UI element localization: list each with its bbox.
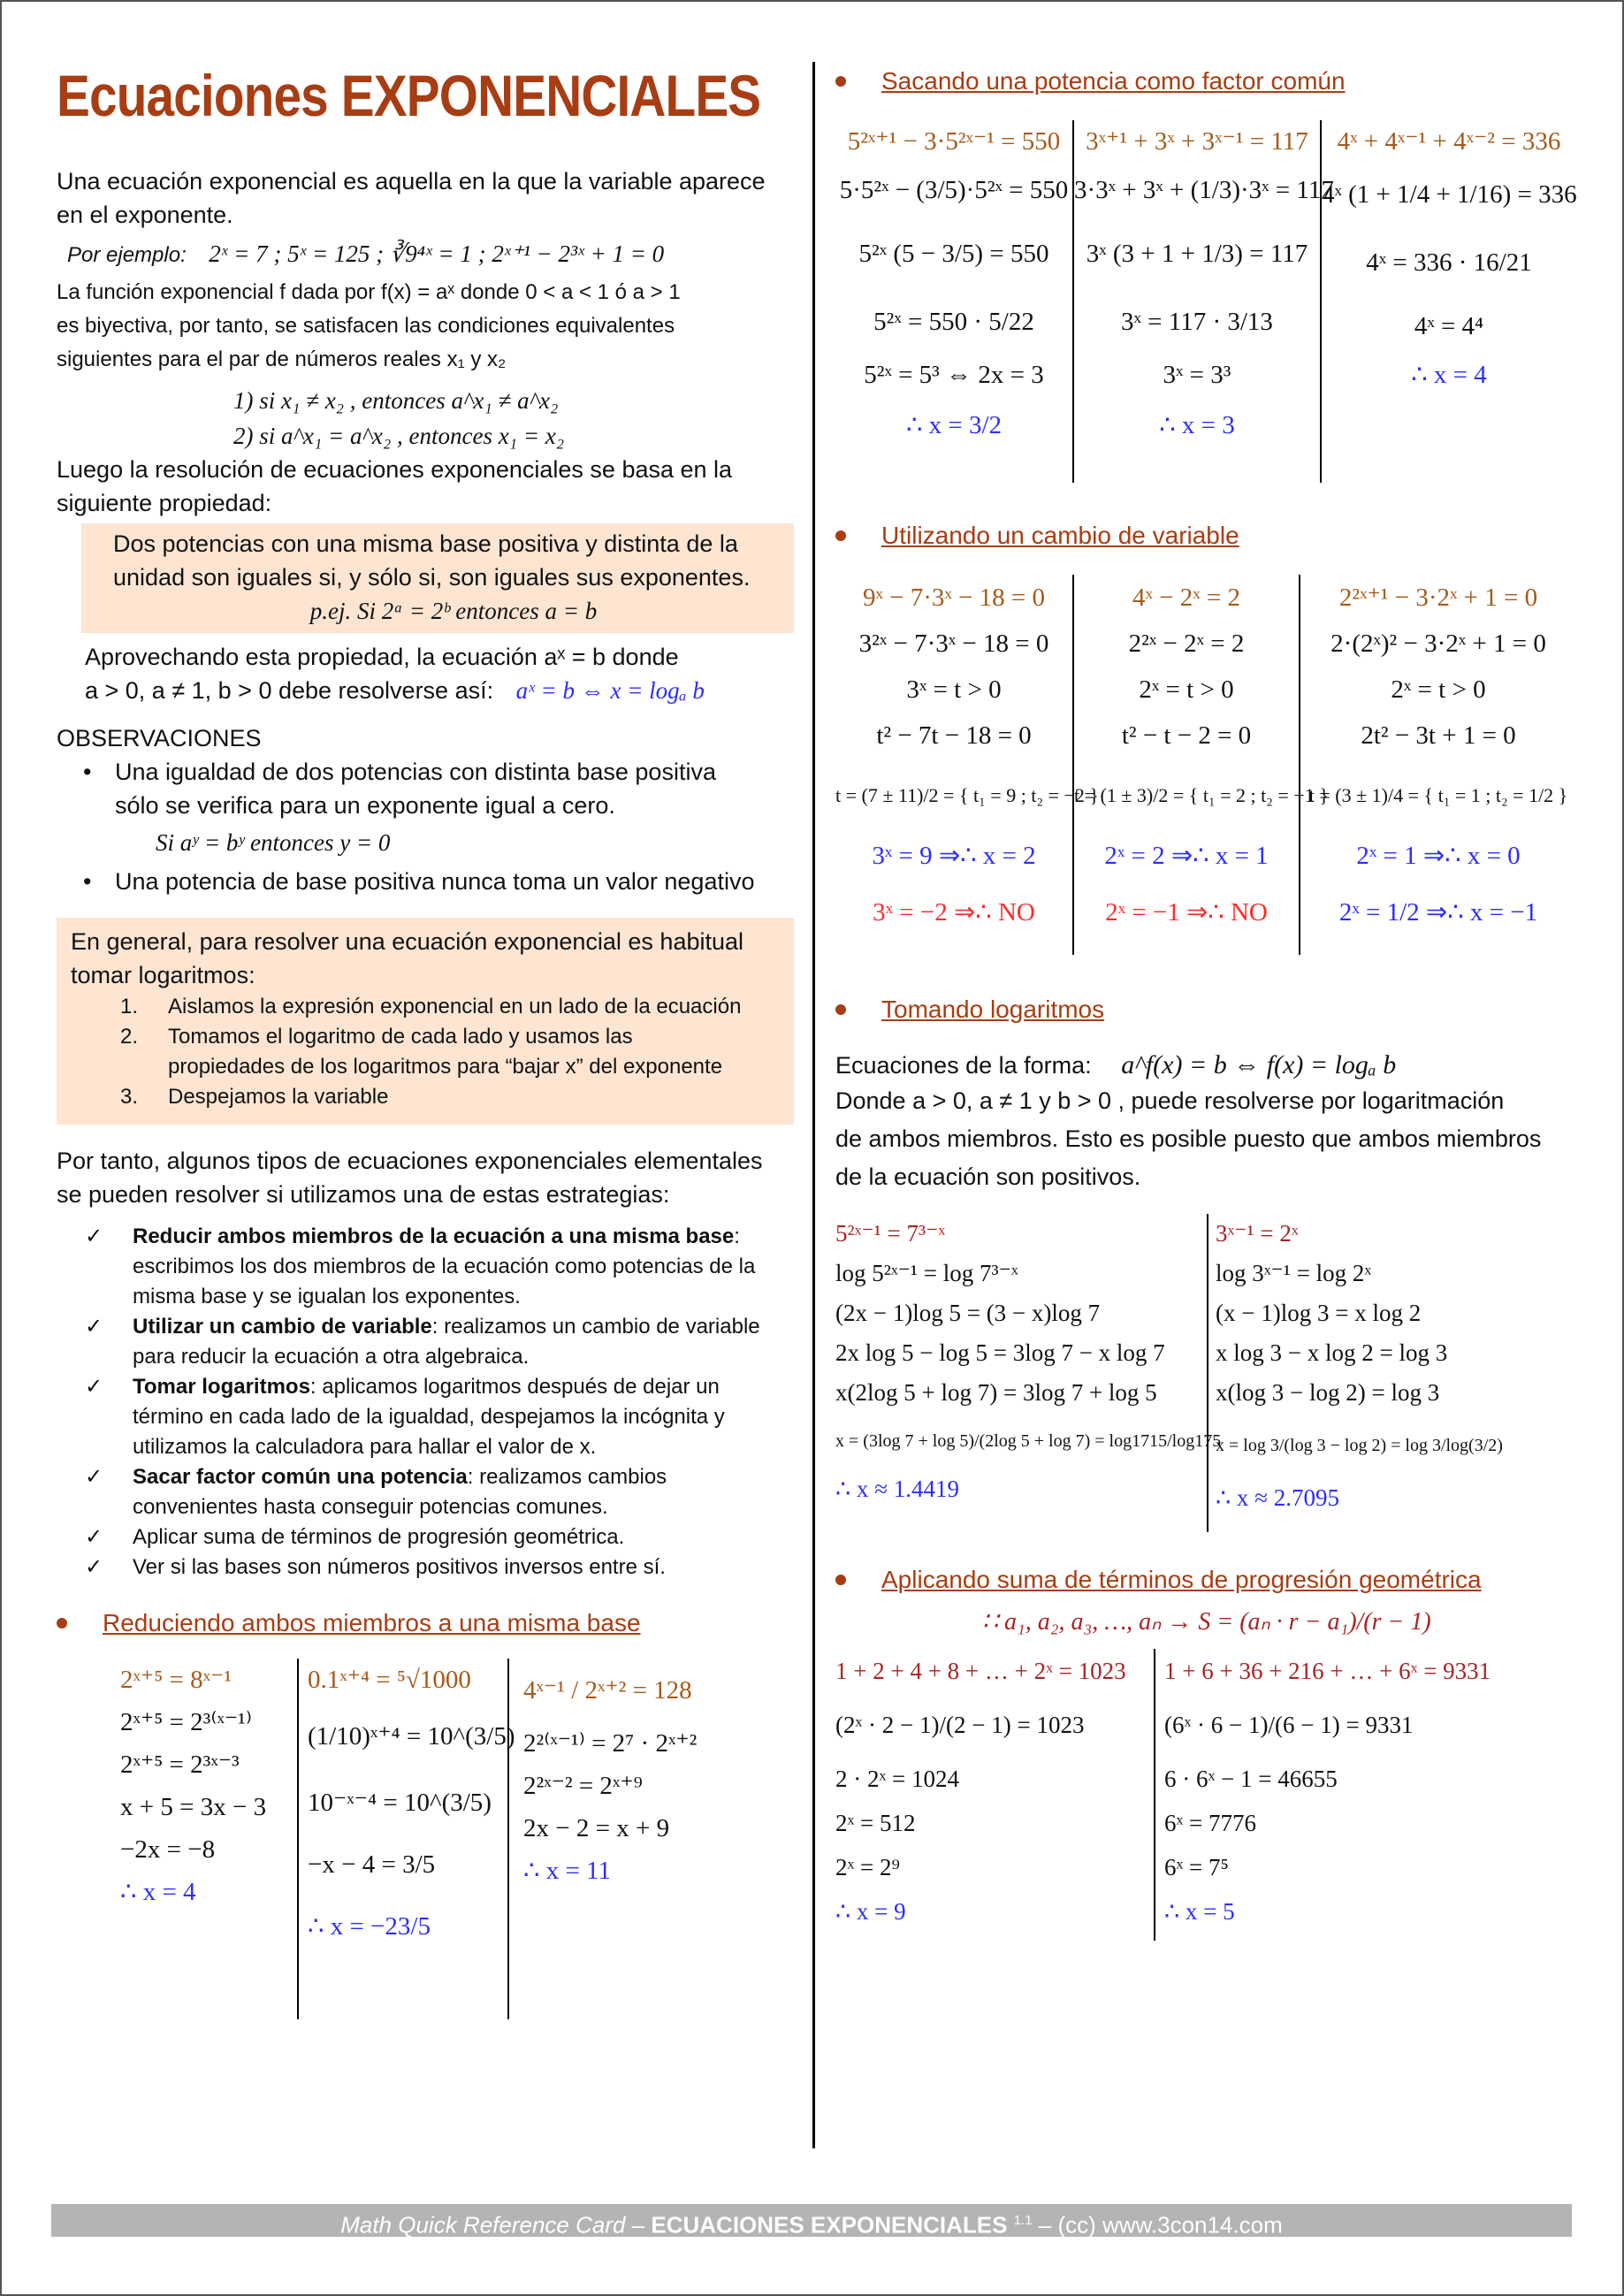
change-example-3: 2²ˣ⁺¹ − 3·2ˣ + 1 = 0 2·(2ˣ)² − 3·2ˣ + 1 = 0 2ˣ = t > 0 2t² − 3t + 1 = 0 t = (3 ± 1)/4 = { t₁ = 1 ; t₂ = 1/2 } 2ˣ = 1 ⇒∴ x = 0 2ˣ = 1/2 ⇒∴ x = −1 xyxy=(1299,575,1576,955)
section-title-factor: Sacando una potencia como factor común xyxy=(835,67,1578,95)
strategy-1: ✓ Reducir ambos miembros de la ecuación a una misma base: escribimos los dos miembros de la ecuación como potencias de la misma base y se igualan los exponentes. xyxy=(85,1224,756,1308)
observations-title: OBSERVACIONES xyxy=(57,725,262,751)
change-examples xyxy=(835,575,1578,955)
property-example: p.ej. Si 2ᵃ = 2ᵇ entonces a = b xyxy=(309,598,598,624)
bullet-icon xyxy=(835,530,846,541)
section-title-change: Utilizando un cambio de variable xyxy=(835,522,1578,550)
step-3: 3. Despejamos la variable xyxy=(120,1085,389,1109)
strategy-5: ✓ Aplicar suma de términos de progresión geométrica. xyxy=(85,1525,625,1549)
geom-formula: ∷ a₁, a₂, a₃, …, aₙ → S = (aₙ · r − a₁)/(r − 1) xyxy=(982,1608,1431,1636)
condition-1: 1) si x₁ ≠ x₂ , entonces a^x₁ ≠ a^x₂ xyxy=(233,387,559,414)
factor-examples xyxy=(835,120,1578,483)
observation-2: • Una potencia de base positiva nunca toma un valor negativo xyxy=(83,868,755,895)
left-column xyxy=(57,62,794,2019)
right-column xyxy=(835,67,1578,1941)
logs-example-2: 3ˣ⁻¹ = 2ˣ log 3ˣ⁻¹ = log 2ˣ (x − 1)log 3 = x log 2 x log 3 − x log 2 = log 3 x(log 3 − log 2) = log 3 x = log 3/(log 3 − log 2) = log 3/log(3/2) ∴ x ≈ 2.7095 xyxy=(1207,1214,1573,1532)
geom-example-2: 1 + 6 + 36 + 216 + … + 6ˣ = 9331 (6ˣ · 6 − 1)/(6 − 1) = 9331 6 · 6ˣ − 1 = 46655 6ˣ = 7776 6ˣ = 7⁵ ∴ x = 5 xyxy=(1154,1649,1560,1941)
bullet-icon xyxy=(57,1618,67,1629)
bullet-icon xyxy=(835,76,846,87)
reduce-example-2: 0.1ˣ⁺⁴ = ⁵√1000 (1/10)ˣ⁺⁴ = 10^(3/5) 10⁻ˣ⁻⁴ = 10^(3/5) −x − 4 = 3/5 ∴ x = −23/5 xyxy=(297,1659,507,2019)
geom-examples xyxy=(835,1649,1578,1941)
factor-example-1: 5²ˣ⁺¹ − 3·5²ˣ⁻¹ = 550 5·5²ˣ − (3/5)·5²ˣ = 550 5²ˣ (5 − 3/5) = 550 5²ˣ = 550 · 5/22 5²ˣ = 5³ ⇔ 2x = 3 ∴ x = 3/2 xyxy=(839,127,1069,439)
condition-2: 2) si a^x₁ = a^x₂ , entonces x₁ = x₂ xyxy=(233,423,565,449)
reduce-example-1: 2ˣ⁺⁵ = 8ˣ⁻¹ 2ˣ⁺⁵ = 2³⁽ˣ⁻¹⁾ 2ˣ⁺⁵ = 2³ˣ⁻³ x + 5 = 3x − 3 −2x = −8 ∴ x = 4 xyxy=(120,1666,267,1906)
property-box xyxy=(81,523,794,633)
reduce-examples xyxy=(120,1659,794,2019)
logs-examples xyxy=(835,1214,1578,1532)
luego-text: Luego la resolución de ecuaciones exponenciales se basa en la siguiente propiedad: xyxy=(57,456,733,516)
strategy-6: ✓ Ver si las bases son números positivos inversos entre sí. xyxy=(85,1555,666,1579)
column-divider xyxy=(812,62,815,2148)
factor-example-2: 3ˣ⁺¹ + 3ˣ + 3ˣ⁻¹ = 117 3·3ˣ + 3ˣ + (1/3)·3ˣ = 117 3ˣ (3 + 1 + 1/3) = 117 3ˣ = 117 · 3/13 3ˣ = 3³ ∴ x = 3 xyxy=(1072,120,1320,483)
change-example-1: 9ˣ − 7·3ˣ − 18 = 0 3²ˣ − 7·3ˣ − 18 = 0 3ˣ = t > 0 t² − 7t − 18 = 0 t = (7 ± 11)/2 = { t₁ = 9 ; t₂ = −2 } 3ˣ = 9 ⇒∴ x = 2 3ˣ = −2 ⇒∴ NO xyxy=(835,584,1099,927)
bullet-icon xyxy=(835,1575,846,1585)
logs-form: Ecuaciones de la forma: a^f(x) = b ⇔ f(x) = logₐ b xyxy=(835,1050,1397,1079)
strategies-list xyxy=(85,1222,794,1583)
footer-bar xyxy=(51,2204,1572,2237)
footer-credit: – (cc) www.3con14.com xyxy=(1032,2211,1283,2239)
logs-explanation: Donde a > 0, a ≠ 1 y b > 0 , puede resolverse por logaritmación de ambos miembros. Esto es posible puesto que ambos miembros de la ecuación son positivos. xyxy=(835,1087,1542,1190)
footer-italic: Math Quick Reference Card – xyxy=(340,2211,652,2239)
section-title-reduce: Reduciendo ambos miembros a una misma base xyxy=(57,1609,794,1637)
function-definition: La función exponencial f dada por f(x) = aˣ donde 0 < a < 1 ó a > 1 es biyectiva, por tanto, se satisfacen las condiciones equivalentes siguientes para el par de números reales x₁ y x₂ xyxy=(57,280,681,371)
factor-example-3: 4ˣ + 4ˣ⁻¹ + 4ˣ⁻² = 336 4ˣ (1 + 1/4 + 1/16) = 336 4ˣ = 336 · 16/21 4ˣ = 4⁴ ∴ x = 4 xyxy=(1320,120,1576,483)
bullet-icon xyxy=(835,1004,846,1015)
strategy-2: ✓ Utilizar un cambio de variable: realizamos un cambio de variable para reducir la ecuación a otra algebraica. xyxy=(85,1315,760,1369)
strategy-3: ✓ Tomar logaritmos: aplicamos logaritmos después de dejar un término en cada lado de la igualdad, despejamos la incógnita y utilizamos la calculadora para hallar el valor de x. xyxy=(85,1375,725,1459)
examples: Por ejemplo: 2ˣ = 7 ; 5ˣ = 125 ; ∛9⁴ˣ = 1 ; 2ˣ⁺¹ − 2³ˣ + 1 = 0 xyxy=(67,240,665,267)
footer-version: 1.1 xyxy=(1013,2213,1033,2228)
step-1: 1. Aislamos la expresión exponencial en un lado de la ecuación xyxy=(120,995,742,1018)
aprovechando-text: Aprovechando esta propiedad, la ecuación aˣ = b donde a > 0, a ≠ 1, b > 0 debe resolverse así: aˣ = b ⇔ x = logₐ b xyxy=(85,644,705,704)
strategy-4: ✓ Sacar factor común una potencia: realizamos cambios convenientes hasta conseguir potencias comunes. xyxy=(85,1465,667,1519)
geom-example-1: 1 + 2 + 4 + 8 + … + 2ˣ = 1023 (2ˣ · 2 − 1)/(2 − 1) = 1023 2 · 2ˣ = 1024 2ˣ = 512 2ˣ = 2⁹ ∴ x = 9 xyxy=(835,1658,1126,1925)
steps-list xyxy=(71,992,794,1112)
observation-1-example: Si aʸ = bʸ entonces y = 0 xyxy=(156,829,391,856)
footer-title: ECUACIONES EXPONENCIALES xyxy=(651,2211,1008,2239)
section-title-geom: Aplicando suma de términos de progresión geométrica xyxy=(835,1566,1578,1594)
section-title-logs: Tomando logaritmos xyxy=(835,995,1578,1024)
change-example-2: 4ˣ − 2ˣ = 2 2²ˣ − 2ˣ = 2 2ˣ = t > 0 t² − t − 2 = 0 t = (1 ± 3)/2 = { t₁ = 2 ; t₂ = −1 } 2ˣ = 2 ⇒∴ x = 1 2ˣ = −1 ⇒∴ NO xyxy=(1072,575,1299,955)
property-text: Dos potencias con una misma base positiva y distinta de la unidad son iguales si, y sólo si, son iguales sus exponentes. xyxy=(113,530,751,591)
reduce-example-3: 4ˣ⁻¹ / 2ˣ⁺² = 128 2²⁽ˣ⁻¹⁾ = 2⁷ · 2ˣ⁺² 2²ˣ⁻² = 2ˣ⁺⁹ 2x − 2 = x + 9 ∴ x = 11 xyxy=(507,1659,702,2019)
general-text: En general, para resolver una ecuación exponencial es habitual tomar logaritmos: xyxy=(71,928,744,988)
log-formula: aˣ = b ⇔ x = logₐ b xyxy=(515,677,705,704)
general-box xyxy=(57,918,794,1125)
strategies-intro: Por tanto, algunos tipos de ecuaciones exponenciales elementales se pueden resolver si utilizamos una de estas estrategias: xyxy=(57,1148,763,1208)
logs-example-1: 5²ˣ⁻¹ = 7³⁻ˣ log 5²ˣ⁻¹ = log 7³⁻ˣ (2x − 1)log 5 = (3 − x)log 7 2x log 5 − log 5 = 3log 7 − x log 7 x(2log 5 + log 7) = 3log 7 + log 5 x = (3log 7 + log 5)/(2log 5 + log 7) = log1715/log175 ∴ x ≈ 1.4419 xyxy=(835,1220,1222,1502)
step-2: 2. Tomamos el logaritmo de cada lado y usamos las propiedades de los logaritmos para “bajar x” del exponente xyxy=(120,1025,723,1079)
observation-1: • Una igualdad de dos potencias con distinta base positiva sólo se verifica para un exponente igual a cero. xyxy=(83,759,716,819)
page-title: Ecuaciones EXPONENCIALES xyxy=(57,63,761,128)
observations-list xyxy=(57,755,794,898)
intro-text: Una ecuación exponencial es aquella en la que la variable aparece en el exponente. xyxy=(57,168,766,228)
